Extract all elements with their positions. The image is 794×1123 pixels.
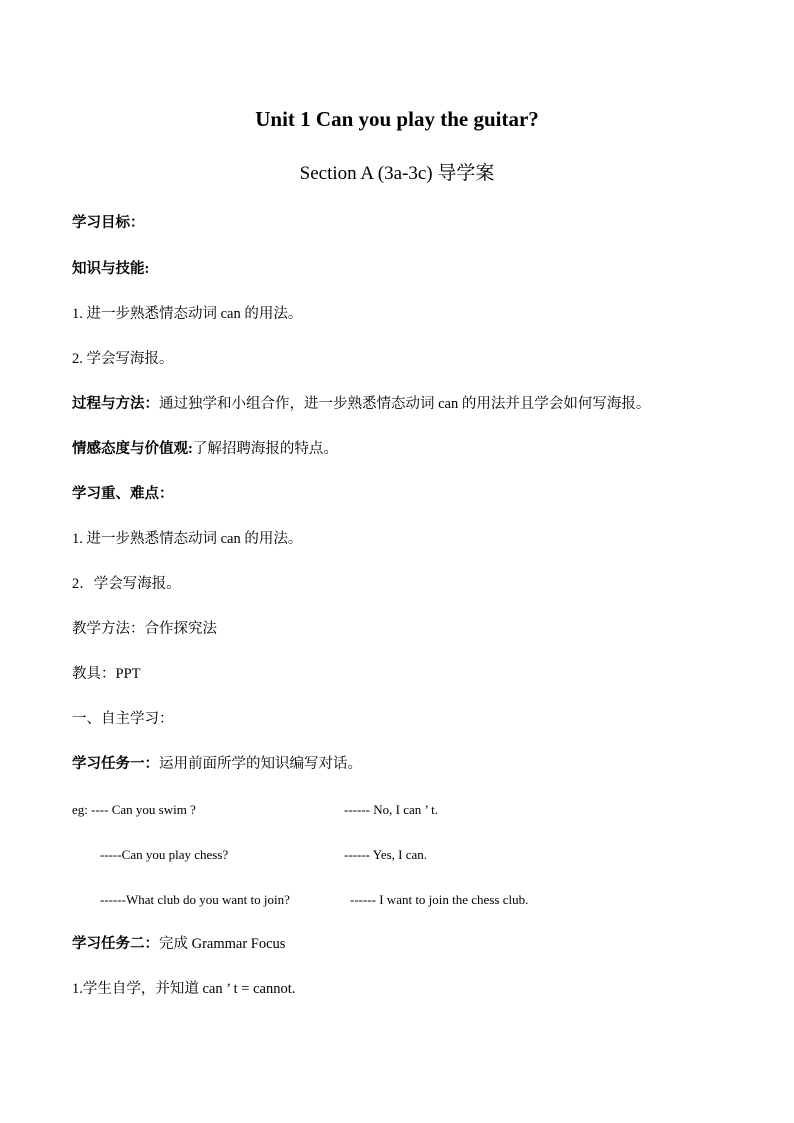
knowledge-item-2: 2. 学会写海报。 xyxy=(72,351,174,367)
task2-line xyxy=(72,934,285,954)
key-points-heading: 学习重、难点： xyxy=(72,486,174,502)
task2-text: 完成 Grammar Focus xyxy=(159,936,286,952)
dialogue-answer-1: ------ No, I can ’ t. xyxy=(344,802,438,817)
emotion-line xyxy=(72,439,338,459)
emotion-label: 情感态度与价值观: xyxy=(72,441,193,457)
task2-label: 学习任务二： xyxy=(72,936,159,952)
dialogue-answer-2: ------ Yes, I can. xyxy=(344,847,428,862)
task1-line xyxy=(72,754,362,774)
knowledge-item-1: 1. 进一步熟悉情态动词 can 的用法。 xyxy=(72,306,303,322)
process-line xyxy=(72,394,650,414)
objectives-heading: 学习目标： xyxy=(72,215,145,231)
emotion-text: 了解招聘海报的特点。 xyxy=(192,441,338,457)
method-line: 教学方法：合作探究法 xyxy=(72,621,217,637)
section-one-heading: 一、自主学习： xyxy=(72,711,174,727)
tools-line: 教具：PPT xyxy=(72,666,141,682)
section-subtitle: Section A (3a-3c) 导学案 xyxy=(299,163,495,184)
dialogue-question-2: -----Can you play chess? xyxy=(100,847,229,862)
unit-title: Unit 1 Can you play the guitar? xyxy=(255,107,539,131)
dialogue-question-1: eg: ---- Can you swim ? xyxy=(72,802,196,817)
dialogue-question-3: ------What club do you want to join? xyxy=(100,892,290,907)
process-text: 通过独学和小组合作，进一步熟悉情态动词 can 的用法并且学会如何写海报。 xyxy=(159,396,651,412)
key-point-item-2: 2．学会写海报。 xyxy=(72,576,181,592)
task2-item-1: 1.学生自学，并知道 can ’ t = cannot. xyxy=(72,981,296,997)
dialogue-answer-3: ------ I want to join the chess club. xyxy=(350,892,529,907)
task1-text: 运用前面所学的知识编写对话。 xyxy=(159,756,362,772)
task1-label: 学习任务一： xyxy=(72,756,159,772)
knowledge-heading: 知识与技能: xyxy=(72,261,150,277)
key-point-item-1: 1. 进一步熟悉情态动词 can 的用法。 xyxy=(72,531,303,547)
process-label: 过程与方法： xyxy=(72,396,159,412)
